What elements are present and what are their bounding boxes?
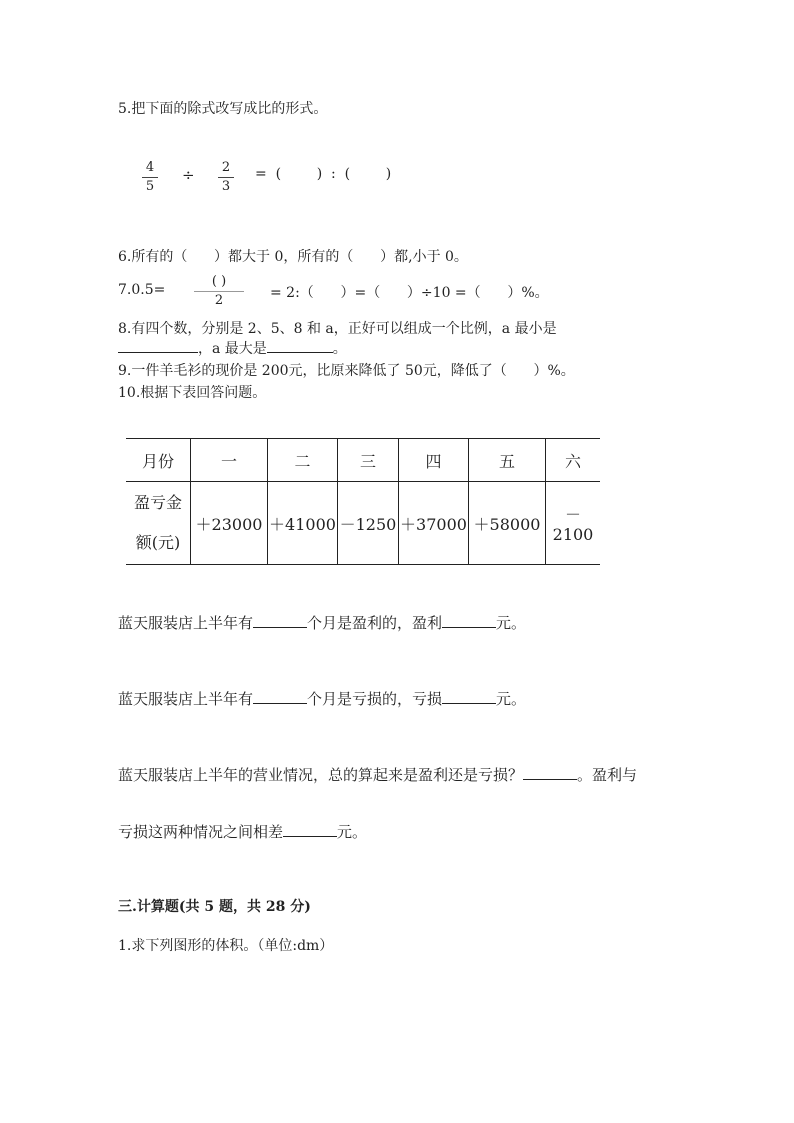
sub-question-text: 蓝天服装店上半年有	[118, 690, 254, 708]
fraction-two-thirds	[218, 160, 234, 195]
answer-blank[interactable]	[283, 822, 337, 837]
row-label-line: 盈亏金	[133, 493, 182, 512]
sub-question-3	[118, 764, 637, 785]
table-cell: ＋41000	[268, 482, 338, 565]
sub-question-text: 个月是盈利的，盈利	[307, 614, 443, 632]
fraction-bar	[142, 177, 158, 178]
table-header-cell: 四	[399, 439, 469, 482]
profit-loss-table	[126, 438, 600, 565]
sub-question-text: 蓝天服装店上半年有	[118, 614, 254, 632]
question-7-prefix: 7.0.5=	[118, 282, 166, 298]
sub-question-text: 元。	[496, 614, 527, 632]
question-8-mid: ，a 最大是	[198, 341, 267, 357]
table-header-cell: 二	[268, 439, 338, 482]
question-8-line1: 8.有四个数，分别是 2、5、8 和 a，正好可以组成一个比例，a 最小是	[118, 321, 557, 337]
row-label-line: 额(元)	[135, 533, 181, 552]
table-cell: －2100	[546, 482, 601, 565]
table-cell: ＋58000	[469, 482, 546, 565]
answer-blank[interactable]	[267, 338, 333, 353]
question-8-end: 。	[332, 341, 347, 357]
fraction-blank-over-two	[194, 274, 244, 309]
section-3-title: 三.计算题(共 5 题，共 28 分)	[118, 899, 311, 915]
table-row-label	[126, 482, 191, 565]
table-row	[126, 482, 600, 565]
fraction-numerator: ( )	[211, 274, 227, 289]
table-cell: ＋23000	[191, 482, 268, 565]
fraction-numerator: 4	[145, 160, 155, 175]
sub-question-text: 。盈利与	[577, 766, 638, 784]
sub-question-text: 蓝天服装店上半年的营业情况，总的算起来是盈利还是亏损？	[118, 766, 524, 784]
sub-question-text: 元。	[496, 690, 527, 708]
sub-question-1	[118, 612, 526, 633]
fraction-bar	[218, 177, 234, 178]
fraction-bar	[194, 291, 244, 292]
table-header-row	[126, 439, 600, 482]
table-cell: －1250	[338, 482, 399, 565]
answer-blank[interactable]	[442, 689, 496, 704]
division-sign: ÷	[182, 166, 195, 184]
fraction-four-fifths	[142, 160, 158, 195]
fraction-numerator: 2	[221, 160, 231, 175]
question-9: 9.一件羊毛衫的现价是 200元，比原来降低了 50元，降低了（ ）%。	[118, 363, 575, 379]
answer-blank[interactable]	[118, 338, 198, 353]
fraction-denominator: 3	[221, 179, 231, 194]
table-cell: ＋37000	[399, 482, 469, 565]
table-header-cell: 五	[469, 439, 546, 482]
sub-question-text: 元。	[337, 823, 368, 841]
table-header-cell: 月份	[126, 439, 191, 482]
question-7-rest: = 2:（ ）=（ ）÷10 =（ ）%。	[270, 285, 549, 301]
ratio-answer-blanks: = ( ) : ( )	[255, 166, 392, 182]
answer-blank[interactable]	[442, 613, 496, 628]
table-header-cell: 六	[546, 439, 601, 482]
question-10-title: 10.根据下表回答问题。	[118, 385, 267, 401]
sub-question-text: 亏损这两种情况之间相差	[118, 823, 284, 841]
sub-question-4	[118, 821, 367, 842]
section-3-question-1: 1.求下列图形的体积。（单位:dm）	[118, 938, 334, 954]
question-8-line2	[118, 338, 347, 358]
answer-blank[interactable]	[253, 689, 307, 704]
sub-question-text: 个月是亏损的，亏损	[307, 690, 443, 708]
fraction-denominator: 5	[145, 179, 155, 194]
fraction-denominator: 2	[214, 293, 224, 308]
answer-blank[interactable]	[253, 613, 307, 628]
sub-question-2	[118, 688, 526, 709]
question-5-title: 5.把下面的除式改写成比的形式。	[118, 101, 328, 117]
table-header-cell: 三	[338, 439, 399, 482]
table-header-cell: 一	[191, 439, 268, 482]
question-6: 6.所有的（ ）都大于 0，所有的（ ）都,小于 0。	[118, 249, 468, 265]
answer-blank[interactable]	[523, 765, 577, 780]
